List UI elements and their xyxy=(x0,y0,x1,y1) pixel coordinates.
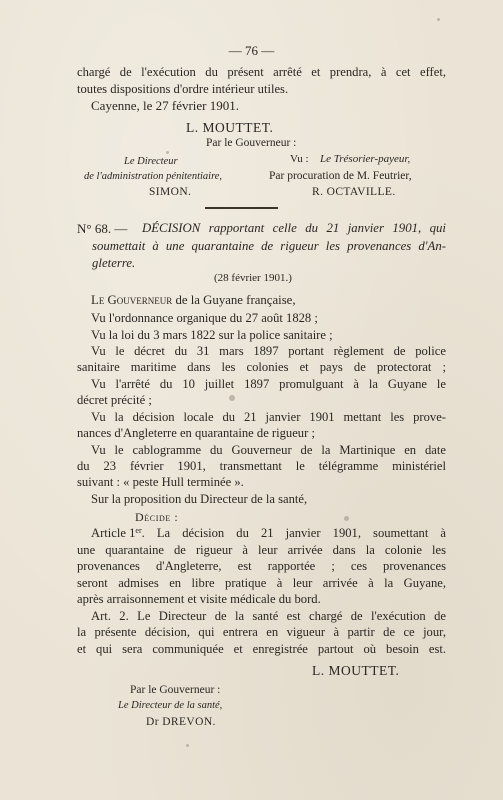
vu-line-5b: nances d'Angleterre en quarantaine de rigueur ; xyxy=(77,426,315,440)
article-1-line-e: après arraisonnement et visite médicale du bord. xyxy=(77,592,321,606)
article-2-line-b: la présente décision, qui entrera en vigueur à partir de ce jour, xyxy=(77,625,446,639)
vu-line-1: Vu l'ordonnance organique du 27 août 1828 ; xyxy=(91,311,318,325)
decide-heading: Décide : xyxy=(135,510,179,524)
decision-title-2: soumettait à une quarantaine de rigueur les provenances d'An- xyxy=(92,239,446,253)
article-1-line-b: une quarantaine de rigueur à leur arrivée dans la colonie les xyxy=(77,543,446,557)
decision-left-name: Dr DREVON. xyxy=(146,716,216,728)
paper-speck xyxy=(166,151,169,154)
vu-line-4b: décret précité ; xyxy=(77,393,152,407)
decision-signature: L. MOUTTET. xyxy=(312,663,400,678)
article-1-sup: er xyxy=(135,526,142,535)
vu-line-6c: suivant : « peste Hull terminée ». xyxy=(77,475,244,489)
procuration-line: Par procuration de M. Feutrier, xyxy=(269,170,412,182)
paper-speck xyxy=(437,18,440,21)
page-number: — 76 — xyxy=(228,43,275,58)
right-name: R. OCTAVILLE. xyxy=(312,186,396,198)
right-title: Le Trésorier-payeur, xyxy=(320,153,411,165)
separator-rule xyxy=(205,207,278,209)
paper-speck xyxy=(344,516,349,521)
vu-line-5a: Vu la décision locale du 21 janvier 1901 mettant les prove- xyxy=(91,410,446,424)
article-1-text-a: . La décision du 21 janvier 1901, soumettant à xyxy=(141,526,446,540)
place-date: Cayenne, le 27 février 1901. xyxy=(91,98,240,113)
intro-line xyxy=(91,294,296,307)
vu-line-6a: Vu le cablogramme du Gouverneur de la Martinique en date xyxy=(91,443,446,457)
article-1-line-c: provenances d'Angleterre, est rapportée ; ces provenances xyxy=(77,559,446,573)
decision-title-1: DÉCISION rapportant celle du 21 janvier 1901, qui xyxy=(142,221,446,235)
decision-par-le-gouverneur: Par le Gouverneur : xyxy=(130,684,221,696)
closing-line-2: toutes dispositions d'ordre intérieur utiles. xyxy=(77,82,289,96)
vu-line-2: Vu la loi du 3 mars 1822 sur la police sanitaire ; xyxy=(91,328,333,342)
decision-title-3: gleterre. xyxy=(92,256,136,270)
article-1-label: Article 1 xyxy=(91,526,136,540)
decision-number: N° 68. — xyxy=(77,221,128,236)
signature-name: L. MOUTTET. xyxy=(186,120,274,135)
article-1-line-d: seront admises en libre pratique à leur arrivée à la Guyane, xyxy=(77,576,446,590)
article-1-line-a xyxy=(91,527,446,540)
paper-speck xyxy=(229,395,235,401)
article-2-line-c: et qui sera communiquée et enregistrée partout où besoin est. xyxy=(77,642,446,656)
vu-line-3a: Vu le décret du 31 mars 1897 portant règlement de police xyxy=(91,344,446,358)
decision-left-title: Le Directeur de la santé, xyxy=(118,700,223,711)
vu-line-6b: du 23 février 1901, transmettant le télégramme ministériel xyxy=(77,459,446,473)
vu-prefix: Vu : xyxy=(290,153,309,165)
left-name: SIMON. xyxy=(149,186,192,198)
vu-line-3b: sanitaire maritime dans les colonies et pays de protectorat ; xyxy=(77,360,446,374)
article-2-line-a: Art. 2. Le Directeur de la santé est chargé de l'exécution de xyxy=(91,609,446,623)
closing-line-1: chargé de l'exécution du présent arrêté et prendra, à cet effet, xyxy=(77,65,446,79)
decision-date: (28 février 1901.) xyxy=(214,272,292,284)
paper-speck xyxy=(186,744,189,747)
sur-proposition: Sur la proposition du Directeur de la santé, xyxy=(91,492,308,506)
intro-rest: de la Guyane française, xyxy=(175,293,296,307)
par-le-gouverneur: Par le Gouverneur : xyxy=(206,137,297,149)
vu-line-4a: Vu l'arrêté du 10 juillet 1897 promulguant à la Guyane le xyxy=(91,377,446,391)
intro-gouverneur: Le Gouverneur xyxy=(91,293,173,307)
left-title-2: de l'administration pénitentiaire, xyxy=(84,171,223,182)
left-title-1: Le Directeur xyxy=(124,156,178,167)
